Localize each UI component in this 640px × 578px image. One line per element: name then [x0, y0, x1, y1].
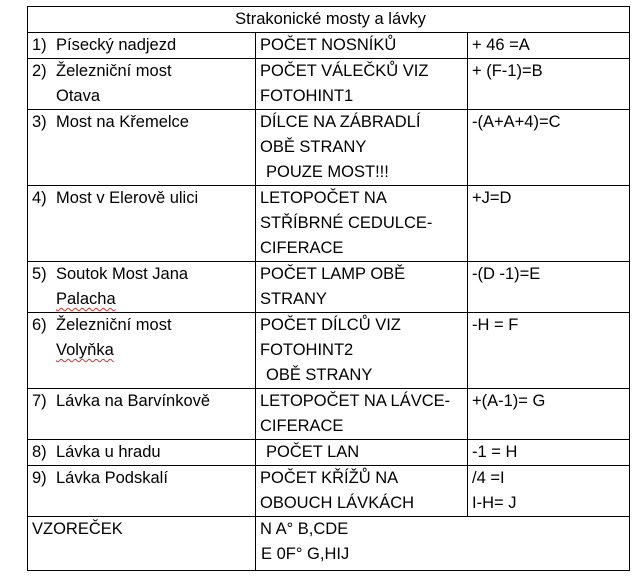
task-cell	[256, 389, 468, 440]
site-name-line: Otava	[56, 87, 101, 105]
task-line: POČET DÍLCŮ VIZ	[260, 316, 401, 334]
task-line: POUZE MOST!!!	[266, 163, 389, 181]
formula-cell	[468, 59, 630, 110]
site-cell	[28, 59, 256, 110]
site-cell	[28, 110, 256, 186]
formula-summary-row	[28, 517, 630, 571]
site-name-line: Lávka u hradu	[56, 443, 161, 461]
task-line: STŘÍBRNÉ CEDULCE-	[260, 214, 433, 232]
row-number: 3)	[32, 113, 47, 131]
row-number: 8)	[32, 443, 47, 461]
site-name-line: Most na Křemelce	[56, 113, 189, 131]
table-row	[28, 110, 630, 186]
task-line: LETOPOČET NA	[260, 189, 387, 207]
row-number: 7)	[32, 392, 47, 410]
task-line: STRANY	[260, 290, 327, 308]
task-cell	[256, 110, 468, 186]
summary-formula-line: E 0F° G,HIJ	[261, 545, 350, 563]
task-line: FOTOHINT2	[260, 341, 354, 359]
site-name-line: Volyňka	[56, 341, 114, 359]
formula-line: /4 =I	[472, 469, 505, 487]
formula-line: +(A-1)= G	[472, 392, 546, 410]
task-line: POČET KŘÍŽŮ NA	[260, 469, 399, 487]
summary-label: VZOREČEK	[28, 517, 256, 571]
table-row	[28, 262, 630, 313]
site-cell	[28, 440, 256, 466]
task-line: OBOUCH LÁVKÁCH	[260, 494, 415, 512]
site-name-line: Most v Elerově ulici	[56, 189, 199, 207]
task-line: POČET NOSNÍKŮ	[260, 36, 397, 54]
formula-line: I-H= J	[472, 494, 517, 512]
table-row	[28, 33, 630, 59]
table-row	[28, 186, 630, 262]
formula-cell	[468, 186, 630, 262]
task-cell	[256, 33, 468, 59]
formula-line: +J=D	[472, 189, 512, 207]
formula-line: -1 = H	[472, 443, 518, 461]
site-cell	[28, 262, 256, 313]
table-row	[28, 440, 630, 466]
row-number: 2)	[32, 62, 47, 80]
task-line: OBĚ STRANY	[266, 366, 373, 384]
table-row	[28, 389, 630, 440]
table-row	[28, 313, 630, 389]
formula-line: + (F-1)=B	[472, 62, 543, 80]
task-line: POČET LAN	[266, 443, 360, 461]
task-cell	[256, 466, 468, 517]
site-name-line: Železniční most	[56, 62, 172, 80]
row-number: 1)	[32, 36, 47, 54]
formula-line: + 46 =A	[472, 36, 530, 54]
row-number: 9)	[32, 469, 47, 487]
summary-formula	[256, 517, 630, 571]
site-cell	[28, 33, 256, 59]
site-cell	[28, 466, 256, 517]
bridges-table	[27, 6, 630, 571]
task-line: CIFERACE	[260, 239, 344, 257]
task-line: CIFERACE	[260, 417, 344, 435]
site-name-line: Soutok Most Jana	[56, 265, 189, 283]
site-name-line: Palacha	[56, 290, 116, 308]
formula-line: -H = F	[472, 316, 519, 334]
site-name-line: Písecký nadjezd	[56, 36, 177, 54]
task-cell	[256, 186, 468, 262]
site-name-line: Lávka na Barvínkově	[56, 392, 211, 410]
formula-cell	[468, 110, 630, 186]
task-line: LETOPOČET NA LÁVCE-	[260, 392, 451, 410]
formula-cell	[468, 262, 630, 313]
formula-line: -(A+A+4)=C	[472, 113, 561, 131]
table-row	[28, 466, 630, 517]
formula-cell	[468, 440, 630, 466]
row-number: 4)	[32, 189, 47, 207]
formula-cell	[468, 466, 630, 517]
task-cell	[256, 440, 468, 466]
task-line: DÍLCE NA ZÁBRADLÍ	[260, 113, 421, 131]
task-cell	[256, 262, 468, 313]
row-number: 5)	[32, 265, 47, 283]
site-cell	[28, 186, 256, 262]
row-number: 6)	[32, 316, 47, 334]
task-cell	[256, 59, 468, 110]
site-cell	[28, 389, 256, 440]
task-line: POČET VÁLEČKŮ VIZ	[260, 62, 429, 80]
task-cell	[256, 313, 468, 389]
table-row	[28, 59, 630, 110]
formula-cell	[468, 389, 630, 440]
table-title-row	[28, 7, 630, 33]
formula-cell	[468, 33, 630, 59]
site-name-line: Lávka Podskalí	[56, 469, 168, 487]
task-line: OBĚ STRANY	[260, 138, 367, 156]
summary-formula-line: N A° B,CDE	[260, 520, 349, 538]
site-name-line: Železniční most	[56, 316, 172, 334]
formula-line: -(D -1)=E	[472, 265, 541, 283]
task-line: FOTOHINT1	[260, 87, 354, 105]
table-title: Strakonické mosty a lávky	[28, 7, 630, 33]
task-line: POČET LAMP OBĚ	[260, 265, 406, 283]
site-cell	[28, 313, 256, 389]
formula-cell	[468, 313, 630, 389]
